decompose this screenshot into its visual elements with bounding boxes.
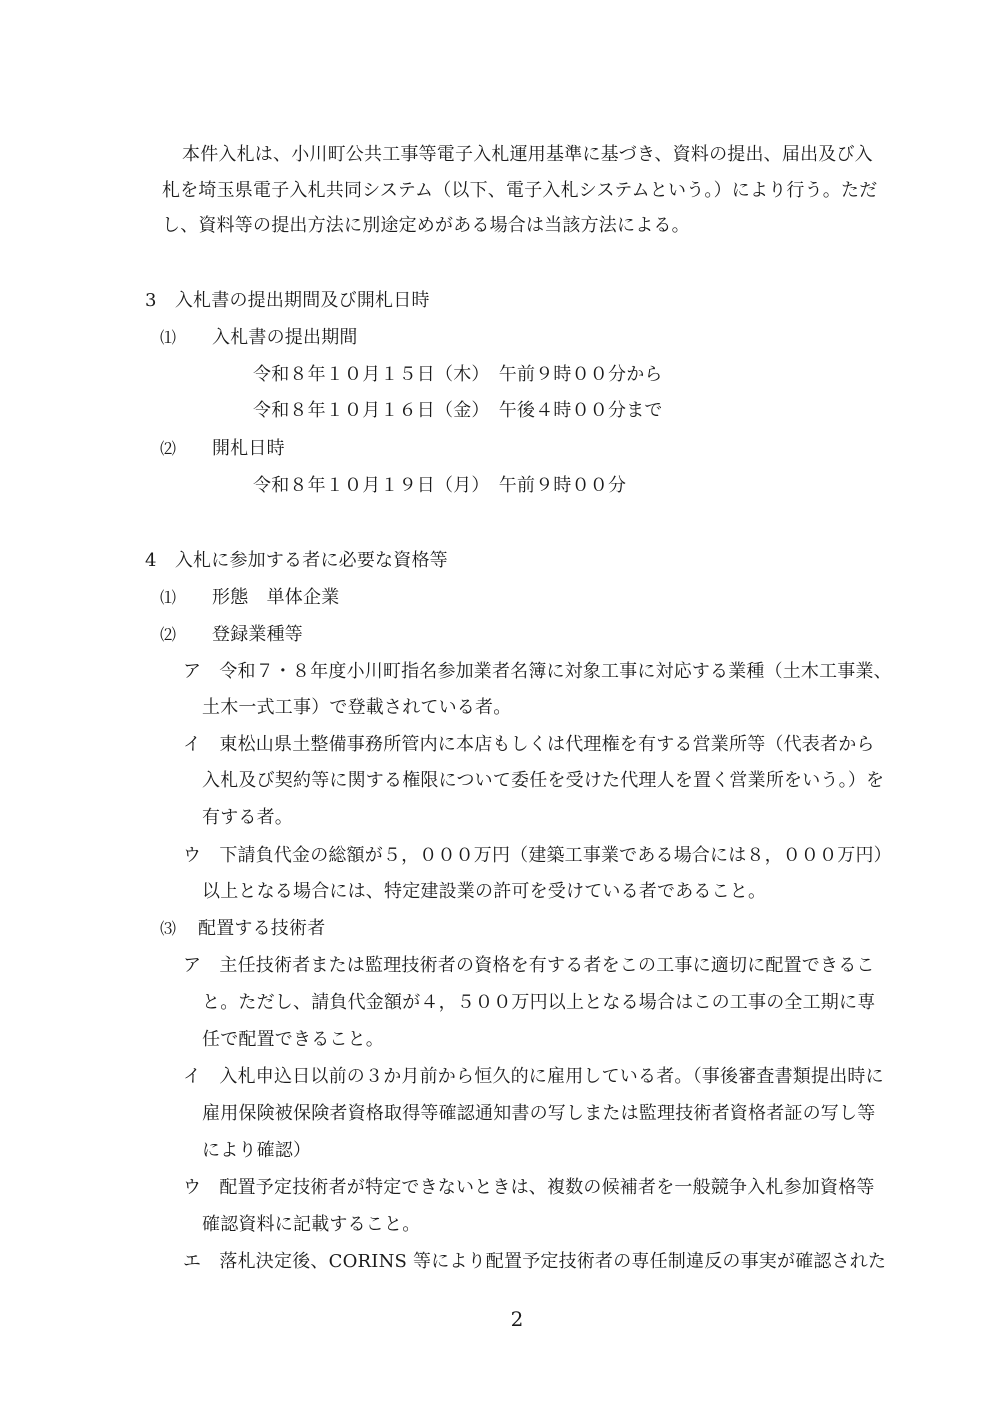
section-4-item-3-number: ⑶ bbox=[160, 919, 177, 938]
section-3-item-1-number: ⑴ bbox=[160, 328, 177, 347]
engineer-a-line-1: ア 主任技術者または監理技術者の資格を有する者をこの工事に適切に配置できるこ bbox=[183, 955, 875, 976]
intro-line-3: し、資料等の提出方法に別途定めがある場合は当該方法による。 bbox=[162, 215, 690, 236]
registration-i-line-3: 有する者。 bbox=[202, 807, 293, 828]
intro-line-2: 札を埼玉県電子入札共同システム（以下、電子入札システムという。）により行う。ただ bbox=[162, 180, 878, 201]
engineer-i-line-2: 雇用保険被保険者資格取得等確認通知書の写しまたは監理技術者資格者証の写し等 bbox=[202, 1103, 876, 1124]
registration-i-line-2: 入札及び契約等に関する権限について委任を受けた代理人を置く営業所をいう。）を bbox=[202, 770, 885, 791]
section-4-item-1-label: 形態 単体企業 bbox=[212, 587, 340, 608]
engineer-a-line-2: と。ただし、請負代金額が４，５００万円以上となる場合はこの工事の全工期に専 bbox=[202, 992, 876, 1013]
section-4-item-2-number: ⑵ bbox=[160, 625, 177, 644]
registration-a-line-1: ア 令和７・８年度小川町指名参加業者名簿に対象工事に対応する業種（土木工事業、 bbox=[183, 661, 892, 682]
section-4-heading: 4 入札に参加する者に必要な資格等 bbox=[145, 550, 448, 571]
engineer-i-line-1: イ 入札申込日以前の３か月前から恒久的に雇用している者。（事後審査書類提出時に bbox=[183, 1066, 884, 1087]
section-3-item-1-label: 入札書の提出期間 bbox=[212, 327, 358, 348]
engineer-a-line-3: 任で配置できること。 bbox=[202, 1029, 384, 1050]
section-3-heading: 3 入札書の提出期間及び開札日時 bbox=[145, 290, 430, 311]
registration-i-line-1: イ 東松山県土整備事務所管内に本店もしくは代理権を有する営業所等（代表者から bbox=[183, 734, 875, 755]
section-4-item-2-label: 登録業種等 bbox=[212, 624, 303, 645]
registration-a-line-2: 土木一式工事）で登載されている者。 bbox=[202, 697, 512, 718]
section-4-item-3-label: 配置する技術者 bbox=[198, 918, 326, 939]
registration-u-line-1: ウ 下請負代金の総額が５，０００万円（建築工事業である場合には８，０００万円） bbox=[183, 845, 892, 866]
opening-date: 令和８年１０月１９日（月） 午前９時００分 bbox=[253, 475, 627, 496]
section-3-item-2-label: 開札日時 bbox=[212, 438, 285, 459]
engineer-i-line-3: により確認） bbox=[202, 1140, 312, 1161]
engineer-u-line-1: ウ 配置予定技術者が特定できないときは、複数の候補者を一般競争入札参加資格等 bbox=[183, 1177, 875, 1198]
engineer-u-line-2: 確認資料に記載すること。 bbox=[202, 1214, 421, 1235]
bid-period-end: 令和８年１０月１６日（金） 午後４時００分まで bbox=[253, 400, 663, 421]
intro-line-1: 本件入札は、小川町公共工事等電子入札運用基準に基づき、資料の提出、届出及び入 bbox=[182, 144, 873, 165]
page-number: 2 bbox=[510, 1307, 524, 1331]
registration-u-line-2: 以上となる場合には、特定建設業の許可を受けている者であること。 bbox=[202, 881, 767, 902]
engineer-e-line-1: エ 落札決定後、CORINS 等により配置予定技術者の専任制違反の事実が確認された bbox=[183, 1251, 887, 1272]
section-4-item-1-number: ⑴ bbox=[160, 588, 177, 607]
bid-period-start: 令和８年１０月１５日（木） 午前９時００分から bbox=[253, 364, 663, 385]
section-3-item-2-number: ⑵ bbox=[160, 439, 177, 458]
